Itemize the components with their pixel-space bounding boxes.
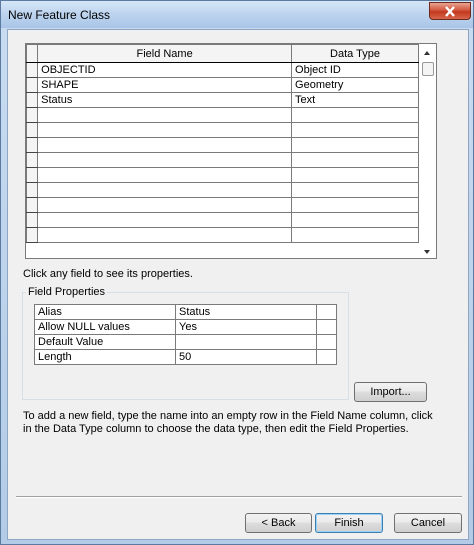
property-extra-cell xyxy=(317,335,337,350)
property-row xyxy=(35,320,337,335)
row-selector[interactable] xyxy=(27,138,38,153)
property-extra-cell xyxy=(317,350,337,365)
data-type-cell[interactable] xyxy=(292,123,419,138)
field-name-cell[interactable] xyxy=(38,123,292,138)
table-row[interactable] xyxy=(27,183,419,198)
import-button[interactable]: Import... xyxy=(354,382,427,402)
back-button[interactable]: < Back xyxy=(245,513,312,533)
row-selector[interactable] xyxy=(27,213,38,228)
property-value-cell[interactable]: 50 xyxy=(176,350,317,365)
property-name-cell: Default Value xyxy=(35,335,176,350)
property-extra-cell xyxy=(317,305,337,320)
data-type-cell[interactable]: Geometry xyxy=(292,78,419,93)
property-name-cell: Allow NULL values xyxy=(35,320,176,335)
row-selector-header xyxy=(27,45,38,63)
table-row[interactable] xyxy=(27,138,419,153)
row-selector[interactable] xyxy=(27,123,38,138)
grid-hint-text: Click any field to see its properties. xyxy=(23,268,193,280)
field-name-cell[interactable] xyxy=(38,228,292,243)
grid-vertical-scrollbar[interactable] xyxy=(420,44,436,258)
field-name-cell[interactable] xyxy=(38,153,292,168)
table-row[interactable] xyxy=(27,213,419,228)
property-name-cell: Length xyxy=(35,350,176,365)
table-row[interactable] xyxy=(27,63,419,78)
data-type-cell[interactable] xyxy=(292,183,419,198)
table-row[interactable] xyxy=(27,198,419,213)
scroll-thumb[interactable] xyxy=(422,62,434,76)
grid-header-row xyxy=(27,45,419,63)
table-row[interactable] xyxy=(27,108,419,123)
column-header-field-name[interactable]: Field Name xyxy=(38,45,292,63)
row-selector[interactable] xyxy=(27,63,38,78)
property-row xyxy=(35,350,337,365)
property-row xyxy=(35,305,337,320)
field-name-cell[interactable] xyxy=(38,198,292,213)
cancel-button[interactable]: Cancel xyxy=(394,513,462,533)
table-row[interactable] xyxy=(27,78,419,93)
table-row[interactable] xyxy=(27,123,419,138)
row-selector[interactable] xyxy=(27,168,38,183)
field-properties-table xyxy=(34,304,337,365)
instructions-text: To add a new field, type the name into an empty row in the Field Name column, click in the Data Type column to choose the data type, then edit the Field Properties. xyxy=(23,410,433,435)
data-type-cell[interactable]: Text xyxy=(292,93,419,108)
data-type-cell[interactable] xyxy=(292,108,419,123)
row-selector[interactable] xyxy=(27,198,38,213)
data-type-cell[interactable] xyxy=(292,198,419,213)
data-type-cell[interactable] xyxy=(292,153,419,168)
data-type-cell[interactable] xyxy=(292,168,419,183)
field-name-cell[interactable]: Status xyxy=(38,93,292,108)
table-row[interactable] xyxy=(27,168,419,183)
field-name-cell[interactable] xyxy=(38,183,292,198)
property-name-cell: Alias xyxy=(35,305,176,320)
field-name-cell[interactable] xyxy=(38,213,292,228)
column-header-data-type[interactable]: Data Type xyxy=(292,45,419,63)
scroll-up-arrow-icon[interactable] xyxy=(424,51,430,55)
field-name-cell[interactable] xyxy=(38,138,292,153)
fields-grid xyxy=(25,43,437,259)
title-bar[interactable] xyxy=(1,1,473,28)
row-selector[interactable] xyxy=(27,228,38,243)
data-type-cell[interactable]: Object ID xyxy=(292,63,419,78)
field-name-cell[interactable]: SHAPE xyxy=(38,78,292,93)
close-icon xyxy=(444,6,456,17)
field-name-cell[interactable] xyxy=(38,108,292,123)
row-selector[interactable] xyxy=(27,108,38,123)
table-row[interactable] xyxy=(27,228,419,243)
data-type-cell[interactable] xyxy=(292,213,419,228)
property-value-cell[interactable]: Yes xyxy=(176,320,317,335)
scroll-down-arrow-icon[interactable] xyxy=(424,250,430,254)
table-row[interactable] xyxy=(27,93,419,108)
row-selector[interactable] xyxy=(27,183,38,198)
fields-table xyxy=(26,44,419,243)
row-selector[interactable] xyxy=(27,93,38,108)
footer-separator xyxy=(16,496,462,498)
property-row xyxy=(35,335,337,350)
window-title: New Feature Class xyxy=(8,8,111,22)
data-type-cell[interactable] xyxy=(292,138,419,153)
field-name-cell[interactable] xyxy=(38,168,292,183)
dialog-body xyxy=(7,29,469,540)
field-properties-label: Field Properties xyxy=(28,286,106,298)
close-button[interactable] xyxy=(429,2,471,20)
row-selector[interactable] xyxy=(27,153,38,168)
table-row[interactable] xyxy=(27,153,419,168)
row-selector[interactable] xyxy=(27,78,38,93)
data-type-cell[interactable] xyxy=(292,228,419,243)
property-value-cell[interactable] xyxy=(176,335,317,350)
property-value-cell[interactable]: Status xyxy=(176,305,317,320)
field-name-cell[interactable]: OBJECTID xyxy=(38,63,292,78)
finish-button[interactable]: Finish xyxy=(315,513,383,533)
property-extra-cell xyxy=(317,320,337,335)
